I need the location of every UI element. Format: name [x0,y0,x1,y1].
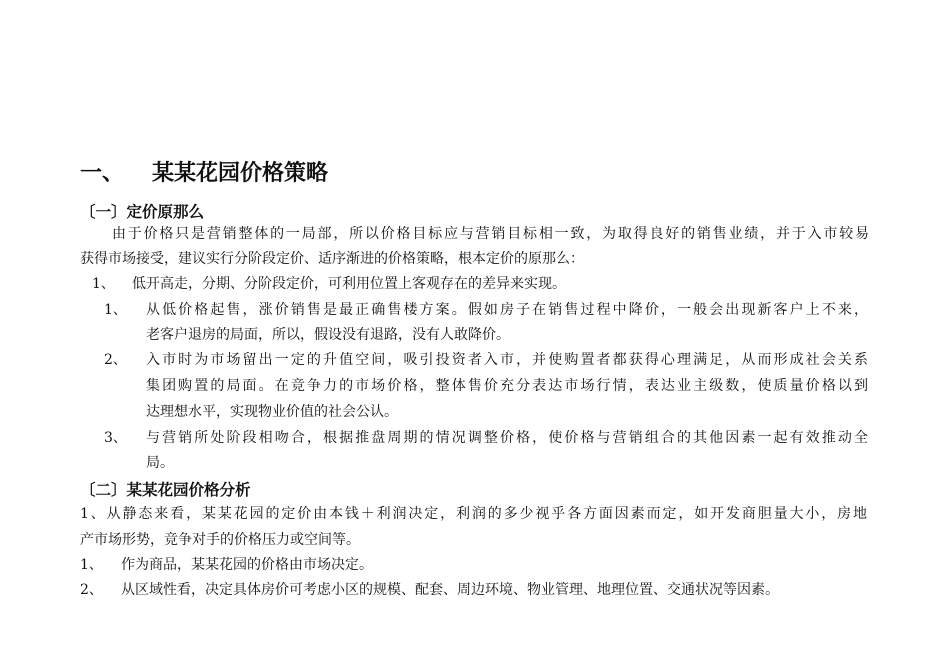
list-number: 1、 [92,276,115,292]
section-2-heading: 〔二〕某某花园价格分析 [80,481,251,499]
list-number: 1、 [80,557,103,573]
list-number: 2、 [80,582,103,598]
paragraph-line: 产市场形势，竞争对手的价格压力或空间等。 [80,532,360,548]
section-1-heading: 〔一〕定价原那么 [80,203,205,221]
paragraph-line: 由于价格只是营销整体的一局部，所以价格目标应与营销目标相一致，为取得良好的销售业绩，并于入市较易 [112,226,869,242]
sublist-item-line: 从低价格起售，涨价销售是最正确售楼方案。假如房子在销售过程中降价，一般会出现新客户上不来， [146,302,868,318]
sublist-item-line: 局。 [146,455,174,471]
sublist-number: 1、 [104,302,127,318]
heading-1-number: 一、 [80,161,125,186]
paragraph-line: 1、从静态来看，某某花园的定价由本钱＋利润决定，利润的多少视乎各方面因素而定，如开发商胆量大小，房地 [80,506,867,522]
sublist-item-line: 与营销所处阶段相吻合，根据推盘周期的情况调整价格，使价格与营销组合的其他因素一起有效推动全 [146,430,868,446]
sublist-item-line: 集团购置的局面。在竞争力的市场价格，整体售价充分表达市场行情，表达业主级数，使质量价格以到 [146,378,868,394]
list-item-text: 低开高走，分期、分阶段定价，可利用位置上客观存在的差异来实现。 [132,276,566,292]
list-item-text: 作为商品，某某花园的价格由市场决定。 [121,557,373,573]
sublist-number: 3、 [104,430,127,446]
heading-1-title: 某某花园价格策略 [152,161,329,186]
sublist-item-line: 老客户退房的局面，所以，假设没有退路，没有人敢降价。 [146,327,510,343]
sublist-item-line: 达理想水平，实现物业价值的社会公认。 [146,404,398,420]
list-item-text: 从区域性看，决定具体房价可考虑小区的规模、配套、周边环境、物业管理、地理位置、交通状况等因素。 [121,582,779,598]
paragraph-line: 获得市场接受，建议实行分阶段定价、适序渐进的价格策略，根本定价的原那么： [80,251,584,267]
sublist-item-line: 入市时为市场留出一定的升值空间，吸引投资者入市，并使购置者都获得心理满足，从而形成社会关系 [146,352,868,368]
sublist-number: 2、 [104,352,127,368]
